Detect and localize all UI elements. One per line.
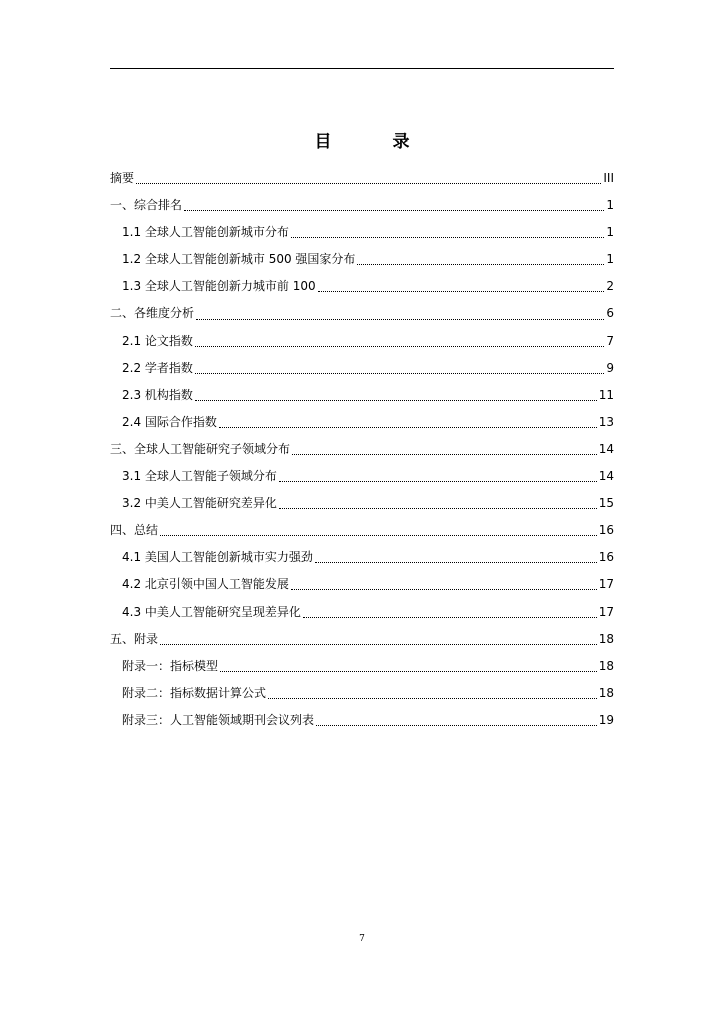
toc-entry-label: 3.1 全球人工智能子领域分布: [122, 469, 277, 484]
toc-entry[interactable]: [110, 192, 614, 219]
toc-entry[interactable]: [110, 490, 614, 517]
toc-dot-leader: [160, 644, 597, 645]
toc-entry-label: 1.1 全球人工智能创新城市分布: [122, 225, 289, 240]
toc-entry-label: 一、综合排名: [110, 198, 183, 213]
toc-dot-leader: [318, 291, 605, 292]
toc-dot-leader: [268, 698, 597, 699]
toc-entry[interactable]: [110, 219, 614, 246]
toc-entry-page: 19: [598, 712, 614, 727]
toc-entry-page: 2: [606, 279, 614, 294]
toc-entry-label: 二、各维度分析: [110, 306, 195, 321]
toc-entry-page: 18: [598, 631, 614, 646]
toc-dot-leader: [136, 183, 601, 184]
toc-entry-label: 2.4 国际合作指数: [122, 414, 217, 429]
toc-dot-leader: [219, 427, 597, 428]
toc-entry-label: 1.2 全球人工智能创新城市 500 强国家分布: [122, 252, 356, 267]
toc-entry-page: 15: [598, 496, 614, 511]
toc-entry-page: 18: [598, 658, 614, 673]
toc-dot-leader: [291, 237, 604, 238]
toc-entry[interactable]: [110, 328, 614, 355]
toc-dot-leader: [292, 454, 597, 455]
page-number: 7: [359, 934, 365, 944]
toc-entry-label: 1.3 全球人工智能创新力城市前 100: [122, 279, 316, 294]
toc-entry-label: 摘要: [110, 171, 135, 185]
toc-entry-label: 附录二：指标数据计算公式: [122, 685, 267, 700]
toc-entry[interactable]: [110, 300, 614, 327]
toc-dot-leader: [195, 400, 597, 401]
toc-entry-page: 16: [598, 523, 614, 538]
toc-entry-label: 五、附录: [110, 631, 159, 646]
toc-entry[interactable]: [110, 517, 614, 544]
toc-entry-page: 1: [606, 225, 614, 240]
toc-entry[interactable]: [110, 382, 614, 409]
toc-entry[interactable]: [110, 165, 614, 192]
toc-dot-leader: [357, 264, 604, 265]
toc-entry-label: 四、总结: [110, 523, 159, 538]
toc-entry-page: 7: [606, 333, 614, 348]
toc-entry-label: 4.2 北京引领中国人工智能发展: [122, 577, 289, 592]
toc-dot-leader: [184, 210, 604, 211]
toc-entry[interactable]: [110, 409, 614, 436]
toc-title: 目 录: [314, 132, 432, 152]
toc-dot-leader: [279, 508, 597, 509]
toc-entry-page: 13: [598, 414, 614, 429]
toc-entry-page: 16: [598, 550, 614, 565]
toc-dot-leader: [195, 346, 604, 347]
toc-entry-label: 2.1 论文指数: [122, 333, 193, 348]
toc-dot-leader: [291, 589, 597, 590]
table-of-contents: [110, 165, 614, 734]
toc-entry-label: 2.2 学者指数: [122, 360, 193, 375]
toc-entry[interactable]: [110, 571, 614, 598]
toc-entry-label: 附录三：人工智能领域期刊会议列表: [122, 712, 315, 727]
toc-dot-leader: [279, 481, 597, 482]
toc-entry-page: III: [603, 171, 614, 185]
toc-dot-leader: [315, 562, 597, 563]
toc-entry[interactable]: [110, 273, 614, 300]
toc-dot-leader: [220, 671, 597, 672]
toc-entry-page: 11: [598, 387, 614, 402]
toc-entry-label: 3.2 中美人工智能研究差异化: [122, 496, 277, 511]
toc-dot-leader: [196, 319, 604, 320]
toc-entry-page: 1: [606, 252, 614, 267]
toc-entry[interactable]: [110, 599, 614, 626]
toc-entry-label: 4.1 美国人工智能创新城市实力强劲: [122, 550, 313, 565]
toc-entry-page: 17: [598, 604, 614, 619]
toc-dot-leader: [195, 373, 604, 374]
toc-entry[interactable]: [110, 653, 614, 680]
toc-entry-page: 6: [606, 306, 614, 321]
toc-entry-page: 14: [598, 441, 614, 456]
toc-entry-label: 2.3 机构指数: [122, 387, 193, 402]
toc-entry[interactable]: [110, 707, 614, 734]
header-rule: [110, 68, 614, 69]
toc-entry-label: 4.3 中美人工智能研究呈现差异化: [122, 604, 301, 619]
toc-entry[interactable]: [110, 463, 614, 490]
toc-entry-label: 三、全球人工智能研究子领域分布: [110, 441, 291, 456]
toc-entry-label: 附录一：指标模型: [122, 658, 219, 673]
toc-entry[interactable]: [110, 544, 614, 571]
toc-entry[interactable]: [110, 626, 614, 653]
toc-entry[interactable]: [110, 436, 614, 463]
toc-entry-page: 1: [606, 198, 614, 213]
toc-entry[interactable]: [110, 355, 614, 382]
toc-entry[interactable]: [110, 246, 614, 273]
toc-dot-leader: [303, 617, 597, 618]
toc-dot-leader: [316, 725, 597, 726]
toc-entry-page: 9: [606, 360, 614, 375]
toc-entry[interactable]: [110, 680, 614, 707]
toc-dot-leader: [160, 535, 597, 536]
toc-entry-page: 17: [598, 577, 614, 592]
toc-entry-page: 18: [598, 685, 614, 700]
toc-entry-page: 14: [598, 469, 614, 484]
